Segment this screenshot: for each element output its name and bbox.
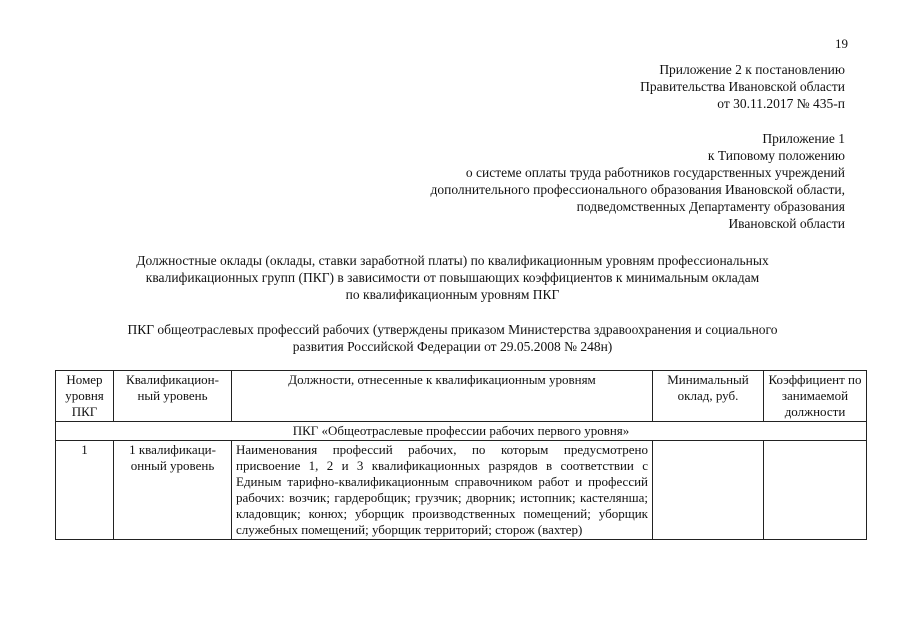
appendix-sub-header-line: Приложение 1 xyxy=(762,131,845,146)
header-qualification-level: Квалификацион-ный уровень xyxy=(114,371,232,422)
cell-positions: Наименования профессий рабочих, по которым предусмотрено присвоение 1, 2 и 3 квалификационных разрядов в соответствии с Единым тарифно-квалификационным справочником работ и профессий рабочих: возчик; гардеробщик; грузчик; дворник; истопник; кастелянша; кладовщик; конюх; уборщик производственных помещений; уборщик служебных помещений; уборщик территорий; сторож (вахтер) xyxy=(232,441,653,540)
table-group-row xyxy=(56,422,867,441)
header-positions: Должности, отнесенные к квалификационным уровням xyxy=(232,371,653,422)
appendix-sub-header-line: к Типовому положению xyxy=(707,148,845,163)
table-row xyxy=(56,441,867,540)
document-title-line: по квалификационным уровням ПКГ xyxy=(345,287,560,302)
document-subtitle-line: ПКГ общеотраслевых профессий рабочих (утверждены приказом Министерства здравоохранения и социального xyxy=(127,322,778,337)
cell-coefficient xyxy=(764,441,867,540)
appendix-header-line: от 30.11.2017 № 435-п xyxy=(717,96,845,111)
document-subtitle xyxy=(60,321,845,355)
document-title-line: квалификационных групп (ПКГ) в зависимости от повышающих коэффициентов к минимальным окладам xyxy=(145,270,760,285)
cell-min-salary xyxy=(653,441,764,540)
document-title-line: Должностные оклады (оклады, ставки заработной платы) по квалификационным уровням профессиональных xyxy=(136,253,769,268)
group-title: ПКГ «Общеотраслевые профессии рабочих первого уровня» xyxy=(56,422,867,441)
cell-level-number: 1 xyxy=(56,441,114,540)
appendix-sub-header-line: Ивановской области xyxy=(728,216,845,231)
header-min-salary: Минимальный оклад, руб. xyxy=(653,371,764,422)
page-number: 19 xyxy=(835,36,848,51)
cell-qualification-level: 1 квалификаци-онный уровень xyxy=(114,441,232,540)
document-subtitle-line: развития Российской Федерации от 29.05.2008 № 248н) xyxy=(292,339,613,354)
header-level-number: Номер уровня ПКГ xyxy=(56,371,114,422)
salary-table xyxy=(55,370,867,540)
appendix-header xyxy=(640,61,845,112)
table-header-row xyxy=(56,371,867,422)
appendix-header-line: Приложение 2 к постановлению xyxy=(659,62,845,77)
header-coefficient: Коэффициент по занимаемой должности xyxy=(764,371,867,422)
appendix-sub-header-line: подведомственных Департаменту образования xyxy=(576,199,845,214)
appendix-sub-header xyxy=(431,130,846,232)
document-title xyxy=(60,252,845,303)
appendix-sub-header-line: дополнительного профессионального образования Ивановской области, xyxy=(430,182,845,197)
appendix-header-line: Правительства Ивановской области xyxy=(640,79,845,94)
appendix-sub-header-line: о системе оплаты труда работников государственных учреждений xyxy=(465,165,845,180)
